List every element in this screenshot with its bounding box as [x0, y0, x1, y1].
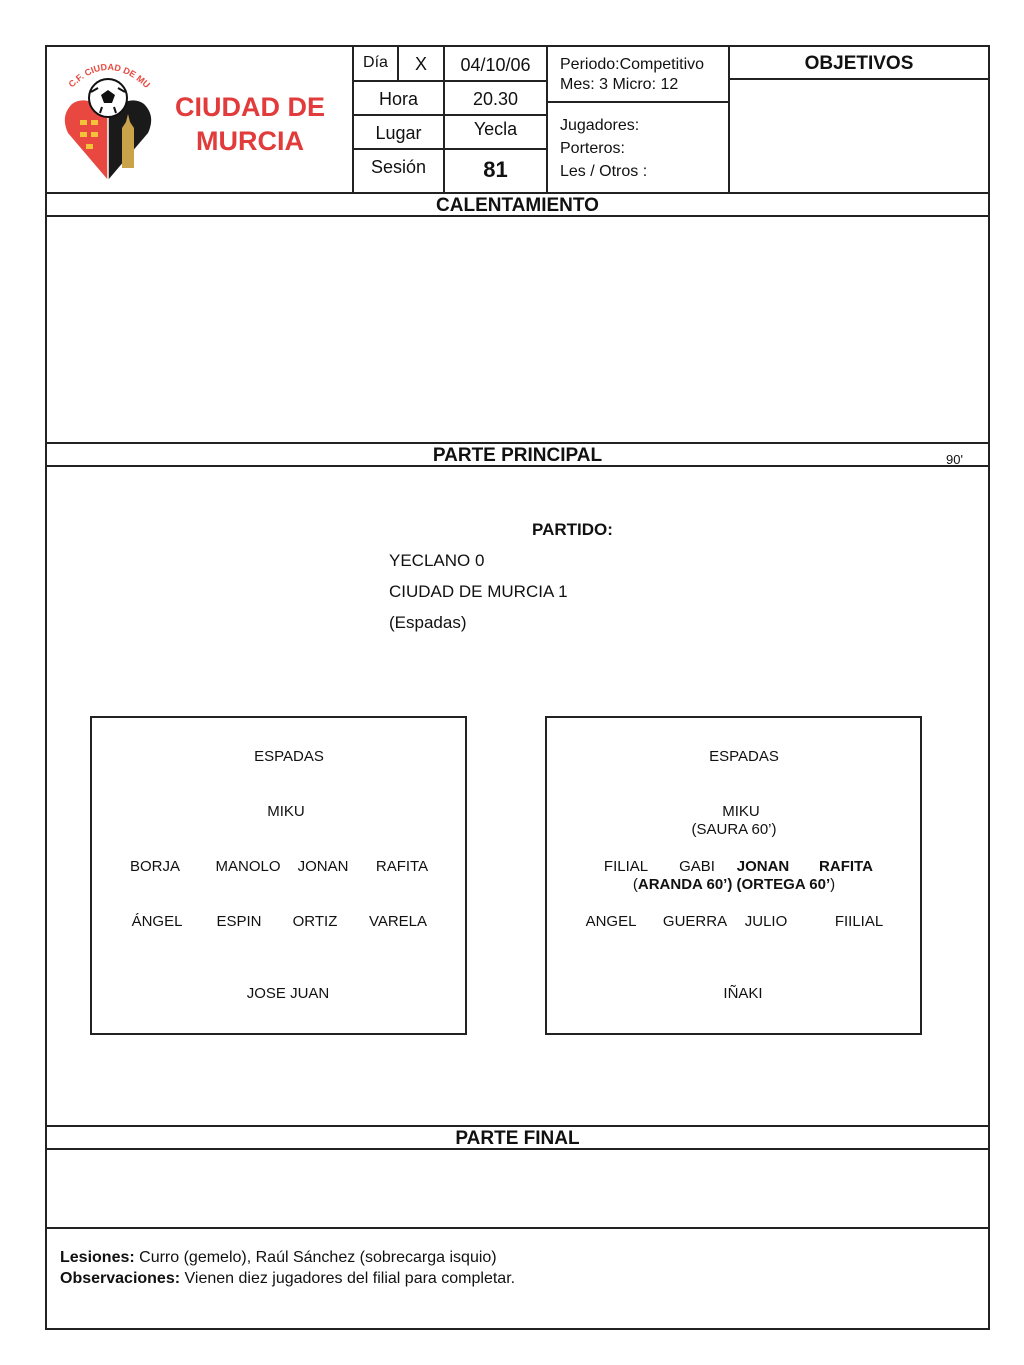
periodo-text: Periodo:Competitivo — [560, 56, 705, 73]
header-bottom-rule — [45, 192, 990, 194]
lineup2-goalkeeper: ESPADAS — [709, 748, 779, 765]
lugar-label: Lugar — [375, 123, 422, 143]
lesiones-label: Lesiones: — [60, 1249, 135, 1266]
sesion-value: 81 — [483, 157, 508, 182]
match-team1-score: YECLANO 0 — [389, 551, 485, 570]
lineup1-row3-player: VARELA — [368, 913, 428, 930]
header-rule-objetivos — [728, 78, 990, 80]
header-divider-values — [546, 45, 548, 193]
lineup2-subs-close: ) — [830, 876, 836, 893]
lineup2-row2-player: RAFITA — [819, 858, 873, 875]
club-name-line1: CIUDAD DE — [174, 92, 325, 122]
lineup1-row2-player: MANOLO — [215, 858, 281, 875]
lineup2-row2-player: GABI — [679, 858, 715, 875]
les-otros-label: Les / Otros : — [560, 163, 648, 180]
lineup1-row2-player: BORJA — [129, 858, 181, 875]
observaciones-value: Vienen diez jugadores del filial para completar. — [180, 1270, 516, 1287]
lesiones-value: Curro (gemelo), Raúl Sánchez (sobrecarga isquio) — [134, 1249, 497, 1266]
lineup1-row2-player: RAFITA — [375, 858, 429, 875]
duration-label: 90' — [946, 452, 963, 467]
hora-value: 20.30 — [472, 89, 519, 109]
lineup2-row3-player: GUERRA — [662, 913, 728, 930]
footer-rule — [45, 1227, 990, 1229]
logo-ring-text: C.F. CIUDAD DE MU — [66, 61, 152, 90]
lineup2-row2-player: JONAN — [736, 858, 790, 875]
date-value: 04/10/06 — [460, 55, 531, 75]
lineup2-row3-player: FIILIAL — [834, 913, 884, 930]
lineup1-goalkeeper: ESPADAS — [254, 748, 324, 765]
match-scorer: (Espadas) — [389, 613, 467, 632]
dia-label: Día — [363, 54, 388, 71]
lineup1-row3-player: ESPIN — [216, 913, 262, 930]
lineup2-subs-open: ( — [632, 876, 638, 893]
lineup1-row3-player: ÁNGEL — [131, 913, 183, 930]
parte-final-heading: PARTE FINAL — [455, 1128, 580, 1149]
lineup1-row1: MIKU — [267, 803, 305, 820]
objetivos-heading: OBJETIVOS — [804, 53, 914, 74]
dia-value: X — [414, 54, 427, 74]
header-rule-2 — [352, 114, 546, 116]
lineup-box-second-half — [545, 716, 922, 1035]
header-rule-1 — [352, 80, 546, 82]
parte-principal-heading: PARTE PRINCIPAL — [432, 445, 603, 466]
match-title: PARTIDO: — [532, 520, 613, 539]
lineup2-row2-subs — [633, 876, 835, 893]
lineup2-subs-names: ARANDA 60’) (ORTEGA 60’ — [637, 876, 831, 893]
observaciones-line — [60, 1270, 515, 1288]
mes-micro-text: Mes: 3 Micro: 12 — [560, 76, 679, 93]
lesiones-line — [60, 1249, 497, 1267]
lineup2-row3-player: JULIO — [744, 913, 788, 930]
lineup2-row1: MIKU — [722, 803, 760, 820]
porteros-label: Porteros: — [560, 140, 625, 157]
calentamiento-heading: CALENTAMIENTO — [436, 195, 599, 216]
hora-label: Hora — [378, 89, 418, 109]
club-name-line2: MURCIA — [196, 126, 304, 156]
lugar-value: Yecla — [473, 119, 518, 139]
lineup-box-first-half — [90, 716, 467, 1035]
principal-top-rule — [45, 442, 990, 444]
lineup2-row1-sub: (SAURA 60’) — [691, 821, 777, 838]
final-top-rule — [45, 1125, 990, 1127]
lineup1-row2-player: JONAN — [297, 858, 349, 875]
observaciones-label: Observaciones: — [60, 1270, 181, 1287]
header-rule-3 — [352, 148, 546, 150]
jugadores-label: Jugadores: — [560, 117, 640, 134]
header-rule-periodo — [546, 101, 728, 103]
lineup2-row2-player: FILIAL — [603, 858, 649, 875]
lineup1-row3-player: ORTIZ — [292, 913, 338, 930]
match-team2-score: CIUDAD DE MURCIA 1 — [389, 582, 568, 601]
lineup2-row4: IÑAKI — [723, 985, 763, 1002]
sesion-label: Sesión — [370, 157, 427, 177]
lineup1-row4: JOSE JUAN — [246, 985, 330, 1002]
club-logo — [58, 58, 158, 184]
lineup2-row3-player: ANGEL — [585, 913, 637, 930]
